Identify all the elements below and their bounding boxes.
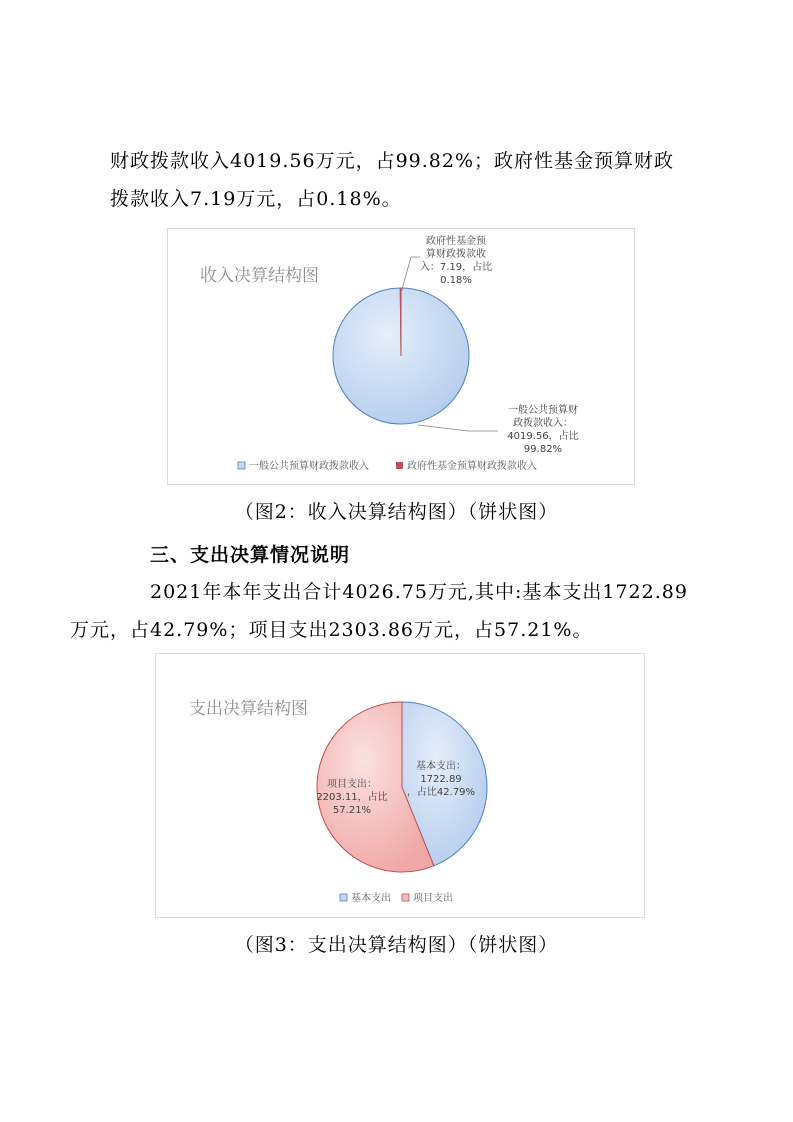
income-label-large-line2: 政拨款收入： <box>513 418 573 429</box>
section3-heading: 三、支出决算情况说明 <box>150 544 351 566</box>
figure2-caption: （图2：收入决算结构图）（饼状图） <box>234 501 559 523</box>
income-label-small-line2: 算财政拨款收 <box>426 249 486 260</box>
expense-label-project-line2: 2203.11，占比 <box>316 792 388 803</box>
income-label-large-line3: 4019.56，占比 <box>507 431 579 442</box>
expense-paragraph-line2: 万元，占42.79%；项目支出2303.86万元，占57.21%。 <box>70 619 593 641</box>
expense-label-project-line1: 项目支出： <box>327 779 377 790</box>
income-label-large-line4: 99.82% <box>523 444 563 455</box>
income-legend-swatch-general <box>238 462 245 469</box>
income-label-large-line1: 一般公共预算财 <box>508 405 578 416</box>
expense-legend-project: 项目支出 <box>413 893 453 904</box>
expense-label-basic-line2: 1722.89 <box>420 774 462 785</box>
income-legend-general: 一般公共预算财政拨款收入 <box>249 461 369 472</box>
income-paragraph <box>110 142 700 218</box>
expense-chart-title: 支出决算结构图 <box>189 699 308 719</box>
income-legend-fund: 政府性基金预算财政拨款收入 <box>407 461 537 472</box>
income-pie <box>333 288 469 424</box>
expense-label-basic-line3: ，占比42.79% <box>406 787 476 798</box>
figure3-caption: （图3：支出决算结构图）（饼状图） <box>234 934 559 956</box>
income-paragraph-line1: 财政拨款收入4019.56万元，占99.82%；政府性基金预算财政 <box>110 150 675 172</box>
expense-label-basic-line1: 基本支出： <box>416 761 466 772</box>
expense-legend-swatch-basic <box>340 894 347 901</box>
expense-label-project-line3: 57.21% <box>332 805 372 816</box>
income-label-small-line1: 政府性基金预 <box>426 236 486 247</box>
income-chart-title: 收入决算结构图 <box>200 266 319 286</box>
expense-paragraph-line1: 2021年本年支出合计4026.75万元,其中:基本支出1722.89 <box>150 581 688 603</box>
income-label-small-line3: 入：7.19，占比 <box>419 262 493 273</box>
income-pie-chart <box>167 228 635 485</box>
expense-pie-chart <box>155 653 645 918</box>
income-label-small-line4: 0.18% <box>440 275 472 286</box>
expense-legend-swatch-project <box>402 894 409 901</box>
expense-paragraph <box>70 573 700 649</box>
expense-legend-basic: 基本支出 <box>351 893 391 904</box>
income-leader-line-large <box>418 425 498 431</box>
income-legend-swatch-fund <box>396 462 403 469</box>
income-paragraph-line2: 拨款收入7.19万元，占0.18%。 <box>110 188 402 210</box>
